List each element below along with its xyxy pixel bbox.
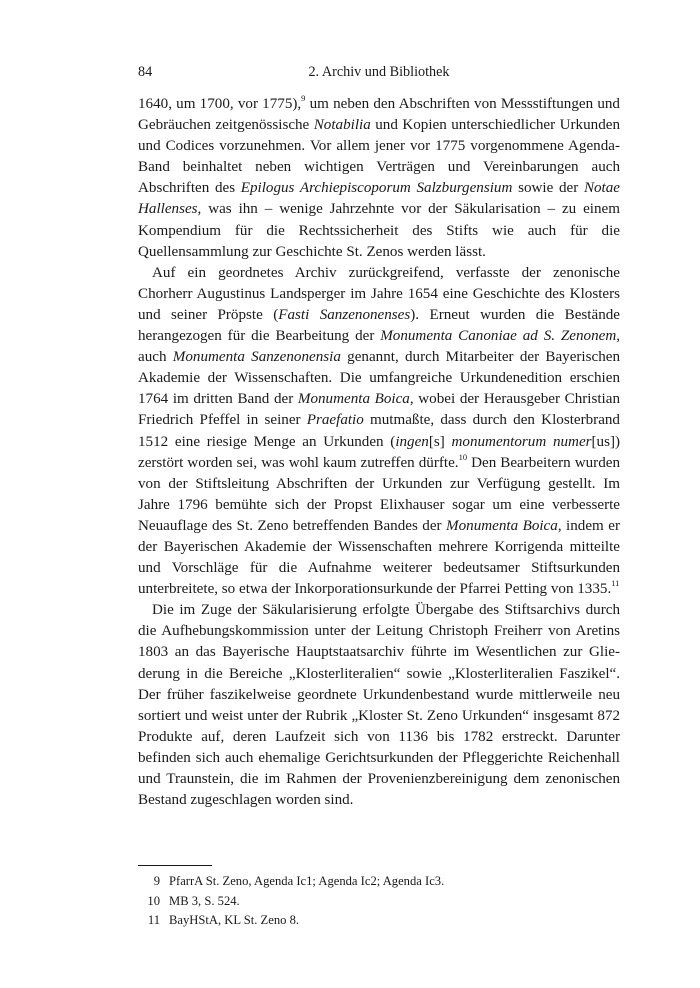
footnote-ref-11[interactable]: 11 xyxy=(611,578,620,589)
footnote-ref-9[interactable]: 9 xyxy=(301,92,306,103)
footnote-text: BayHStA, KL St. Zeno 8. xyxy=(169,913,300,927)
running-title: 2. Archiv und Bibliothek xyxy=(308,64,450,80)
footnote-number: 10 xyxy=(147,893,160,908)
page-header xyxy=(138,64,620,86)
footnote xyxy=(138,911,620,931)
footnote xyxy=(138,892,620,912)
footnote-number: 11 xyxy=(147,913,160,927)
book-page xyxy=(138,64,621,927)
body-text xyxy=(138,94,620,811)
paragraph-3: Die im Zuge der Säkularisierung erfolgte Übergabe des Stiftsarchivs durch die Aufhebungskommission unter der Leitung Christoph Freiherr von Aretins 1803 an das Bayerische Hauptstaatsarchiv führte im Wesentlichen zur Gliederung in die Bereiche „Klosterliteralien“ sowie „Klosterliteralien Faszikel“. Der früher faszikelweise geordnete Urkundenbestand wurde mittlerweile neu sortiert und weist unter der Rubrik „Kloster St. Zeno Urkunden“ insgesamt 872 Produkte auf, deren Laufzeit sich von 1136 bis 1782 erstreckt. Darunter befinden sich auch ehemalige Gerichtsurkunden der Pfleggerichte Reichenhall und Traunstein, die im Rahmen der Provenienzbereinigung dem zenonischen Bestand zugeschlagen worden sind. xyxy=(138,602,620,809)
footnote xyxy=(138,872,620,892)
footnotes xyxy=(138,872,620,931)
footnote-ref-10[interactable]: 10 xyxy=(458,451,468,462)
page-number: 84 xyxy=(138,64,153,80)
footnote-separator xyxy=(138,865,212,866)
footnote-number: 9 xyxy=(153,874,160,888)
paragraph-1: 1640, um 1700, vor 1775),$^9$ um neben den Abschriften von Messstiftungen und Gebräuchen zeitgenössische Notabilia und Kopien unterschiedlicher Urkunden und Codices vorzunehmen. Vor allem jener vor 1775 vorgenommene Agenda-Band beinhaltet neben wichtigen Verträgen und Vereinbarungen auch Abschriften des Epilogus Archiepiscoporum Salzburgensium sowie der Notae Hallenses, was ihn – wenige Jahrzehnte vor der Säkularisation – zu einem Kompendium für die Rechtssicherheit des Stifts wie auch für die Quellensammlung zur Geschichte St. Zenos werden lässt. xyxy=(138,92,620,260)
footnote-text: PfarrA St. Zeno, Agenda Ic1; Agenda Ic2; Agenda Ic3. xyxy=(169,874,445,888)
footnote-text: MB 3, S. 524. xyxy=(169,893,240,908)
paragraph-2: Auf ein geordnetes Archiv zurückgreifend, verfasste der zenonische Chorherr Augustinus Landsperger im Jahre 1654 eine Geschichte des Klosters und seiner Pröpste (Fasti Sanzenonenses). Erneut wurden die Bestände herangezogen für die Bearbeitung der Monumenta Canoniae ad S. Zenonem, auch Monumenta Sanzenonensia genannt, durch Mitarbeiter der Bayerischen Akademie der Wissenschaften. Die umfangreiche Urkundenedition erschien 1764 im dritten Band der Monumenta Boica, wobei der Herausgeber Christian Friedrich Pfeffel in seiner Praefatio mutmaßte, dass durch den Klosterbrand 1512 eine riesige Menge an Urkunden (ingen[s] monumentorum numer[us]) zerstört worden sei, was wohl kaum zutreffen dürfte.$^{10}$ Den Bearbeitern wurden von der Stiftsleitung Abschriften der Urkunden zur Verfügung gestellt. Im Jahre 1796 bemühte sich der Propst Elixhauser sogar um eine verbesserte Neuauflage des St. Zeno betreffenden Bandes der Monumenta Boica, indem er der Bayerischen Akademie der Wissenschaften mehrere Korrigenda mitteilte und Vorschläge für die Aufnahme weiterer bedeutsamer Stiftsurkunden unterbreitete, so etwa der Inkorporationsurkunde der Pfarrei Petting von 1335.11 xyxy=(138,264,621,598)
